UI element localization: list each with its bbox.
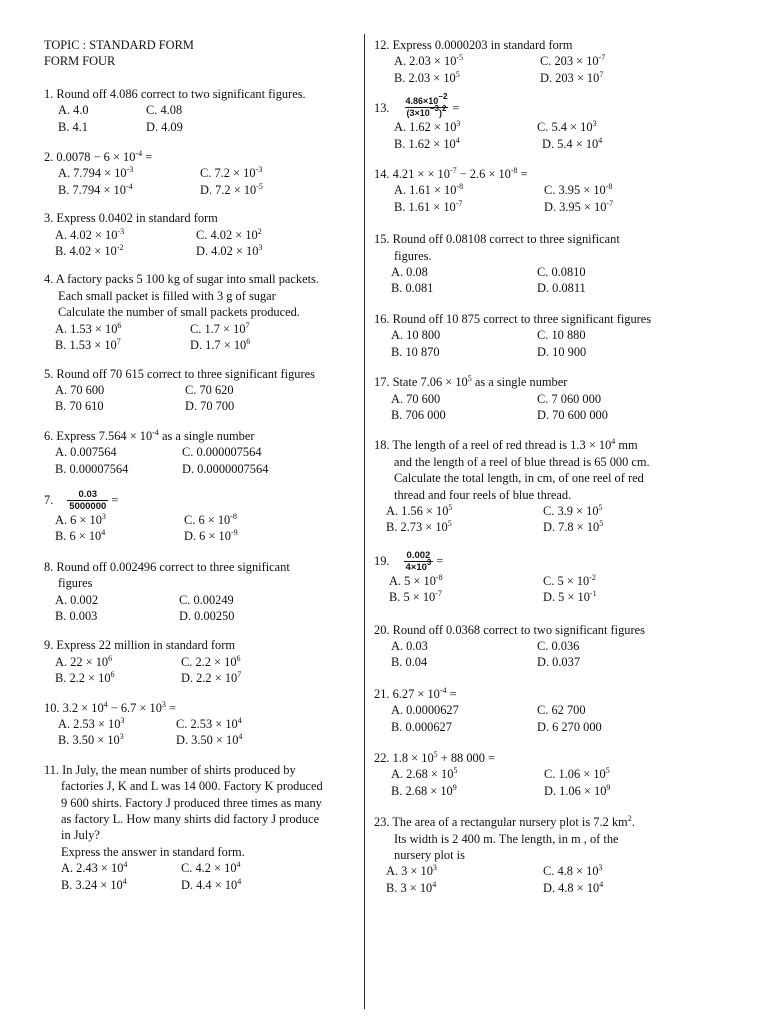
question-stem: 15. Round off 0.08108 correct to three significant (374, 232, 620, 247)
option-a: A. 0.08 (391, 265, 428, 280)
option-c: C. $203 \times 10^{-7}$ (540, 53, 606, 69)
question-stem: as factory L. How many shirts did factory J produce (61, 812, 320, 827)
question-8 (44, 559, 356, 625)
option-d: D. $4.4 \times 10^4$ (181, 876, 242, 892)
form-level: FORM FOUR (44, 54, 116, 69)
right-column (374, 37, 726, 896)
option-b: B. 10 870 (391, 344, 440, 359)
option-d: D. 0.00250 (179, 608, 235, 623)
option-c: C. 70 620 (185, 382, 234, 397)
option-d: D. $203 \times 10^7$ (540, 69, 604, 85)
question-stem: figures (58, 576, 93, 591)
option-b: B. $4.02 \times 10^{-2}$ (55, 243, 124, 259)
question-21 (374, 686, 726, 735)
question-1 (44, 86, 356, 135)
question-stem: 23. The area of a rectangular nursery plot is 7.2 $km^2$. (374, 814, 635, 830)
option-c: C. $1.7 \times 10^7$ (190, 320, 250, 336)
option-b: B. $1.53 \times 10^7$ (55, 337, 121, 353)
option-b: B. $5 \times 10^{-7}$ (389, 589, 442, 605)
question-10 (44, 700, 356, 749)
option-a: A. $7.794 \times 10^{-3}$ (58, 165, 134, 181)
question-3 (44, 210, 356, 259)
question-20 (374, 622, 726, 671)
option-d: D. 4.09 (146, 119, 183, 134)
question-2 (44, 149, 356, 198)
question-stem: thread and four reels of blue thread. (394, 487, 572, 502)
option-b: B. 0.000627 (391, 719, 452, 734)
column-divider (364, 34, 365, 1009)
option-c: C. $2.2 \times 10^6$ (181, 653, 241, 669)
option-c: C. $3.9 \times 10^5$ (543, 502, 603, 518)
question-23 (374, 814, 726, 896)
option-b: B. $2.73 \times 10^5$ (386, 519, 452, 535)
option-c: C. $4.2 \times 10^4$ (181, 860, 241, 876)
question-stem: 6. Express $7.564 \times 10^{-4}$ as a single number (44, 427, 255, 443)
fraction: $\frac{4.86\times 10^{-2}}{(3\times 10^{-3})^2}$ (405, 92, 448, 119)
question-stem: 2. $0.0078 - 6 \times 10^{-4}$ = (44, 149, 153, 165)
option-b: B. 4.1 (58, 119, 88, 134)
question-stem: figures. (394, 248, 432, 263)
option-a: A. $5 \times 10^{-8}$ (389, 572, 443, 588)
option-d: D. $1.06 \times 10^9$ (544, 782, 611, 798)
option-d: D. $2.2 \times 10^7$ (181, 670, 242, 686)
question-4 (44, 271, 356, 353)
option-b: B. 0.04 (391, 655, 428, 670)
question-9 (44, 637, 356, 686)
question-19 (374, 550, 726, 606)
option-d: D. 0.0000007564 (182, 461, 269, 476)
option-d: D. $4.02 \times 10^3$ (196, 243, 263, 259)
option-c: C. $6 \times 10^{-8}$ (184, 511, 237, 527)
question-stem: 5. Round off 70 615 correct to three significant figures (44, 366, 315, 381)
option-c: C. $4.8 \times 10^3$ (543, 863, 603, 879)
option-a: A. 4.0 (58, 103, 89, 118)
option-b: B. 0.003 (55, 608, 98, 623)
option-a: A. $1.61 \times 10^{-8}$ (394, 182, 464, 198)
option-b: B. $3 \times 10^4$ (386, 879, 437, 895)
question-22 (374, 750, 726, 799)
question-stem: 21. $6.27 \times 10^{-4}$ = (374, 685, 457, 701)
question-stem: nursery plot is (394, 848, 465, 863)
option-b: B. $3.50 \times 10^3$ (58, 732, 124, 748)
question-15 (374, 231, 726, 297)
option-a: A. $2.53 \times 10^3$ (58, 716, 125, 731)
option-a: A. 0.03 (391, 638, 428, 653)
option-a: A. $2.03 \times 10^{-5}$ (394, 53, 464, 69)
topic-title: TOPIC : STANDARD FORM (44, 38, 194, 52)
option-b: B. 0.081 (391, 281, 434, 296)
option-d: D. 10 900 (537, 344, 587, 359)
question-stem: 19. $\frac{0.002}{4\times 10^3}$ = (374, 549, 444, 573)
question-stem: 1. Round off 4.086 correct to two significant figures. (44, 86, 306, 101)
question-18 (374, 437, 726, 535)
question-stem: 4. A factory packs 5 100 kg of sugar into small packets. (44, 272, 319, 287)
question-stem: Calculate the number of small packets produced. (58, 305, 300, 320)
option-d: D. $7.8 \times 10^5$ (543, 519, 604, 535)
fraction: $\frac{0.002}{4\times 10^3}$ (405, 549, 432, 573)
question-stem: 22. $1.8 \times 10^5 + 88$ 000 = (374, 750, 495, 765)
question-13 (374, 92, 726, 152)
option-a: A. 0.0000627 (391, 703, 459, 718)
question-stem: 10. $3.2 \times 10^4 - 6.7 \times 10^3$ = (44, 699, 176, 715)
option-b: B. 706 000 (391, 407, 446, 422)
option-c: C. $5 \times 10^{-2}$ (543, 572, 596, 588)
question-5 (44, 366, 356, 415)
question-stem: 3. Express 0.0402 in standard form (44, 211, 218, 226)
option-c: C. $1.06 \times 10^5$ (544, 766, 610, 782)
option-c: C. 0.036 (537, 638, 580, 653)
question-12 (374, 37, 726, 86)
option-c: C. $4.02 \times 10^2$ (196, 226, 262, 242)
question-14 (374, 166, 726, 215)
option-c: C. $2.53 \times 10^4$ (176, 716, 242, 731)
option-a: A. $2.68 \times 10^5$ (391, 766, 458, 782)
option-a: A. 70 600 (55, 382, 105, 397)
option-c: C. $3.95 \times 10^{-8}$ (544, 182, 613, 198)
question-6 (44, 428, 356, 477)
left-column (44, 37, 356, 893)
option-a: A. $6 \times 10^3$ (55, 511, 106, 527)
option-a: A. 0.007564 (55, 445, 117, 460)
question-stem: 20. Round off 0.0368 correct to two significant figures (374, 622, 645, 637)
question-stem: 7. $\frac{0.03}{5000000}$ = (44, 488, 119, 512)
option-a: A. $22 \times 10^6$ (55, 653, 113, 669)
option-a: A. 10 800 (391, 328, 441, 343)
question-stem: 9 600 shirts. Factory J produced three times as many (61, 795, 322, 810)
question-16 (374, 311, 726, 360)
option-c: C. 10 880 (537, 328, 586, 343)
question-7 (44, 489, 356, 545)
option-d: D. 70 600 000 (537, 407, 608, 422)
option-d: D. $4.8 \times 10^4$ (543, 879, 604, 895)
question-stem: and the length of a reel of blue thread is 65 000 cm. (394, 454, 650, 469)
question-11 (44, 762, 356, 893)
option-b: B. $3.24 \times 10^4$ (61, 876, 127, 892)
option-d: D. 0.037 (537, 655, 581, 670)
option-b: B. 70 610 (55, 399, 104, 414)
question-stem: 17. State $7.06 \times 10^5$ as a single number (374, 374, 568, 390)
question-stem: 16. Round off 10 875 correct to three significant figures (374, 311, 652, 326)
option-c: C. 62 700 (537, 703, 586, 718)
question-stem: factories J, K and L was 14 000. Factory K produced (61, 779, 323, 794)
question-stem: 8. Round off 0.002496 correct to three significant (44, 559, 290, 574)
fraction: $\frac{0.03}{5000000}$ (69, 488, 107, 512)
option-d: D. $5 \times 10^{-1}$ (543, 589, 597, 605)
option-d: D. $3.95 \times 10^{-7}$ (544, 198, 614, 214)
option-b: B. $2.68 \times 10^9$ (391, 782, 457, 798)
option-c: C. $5.4 \times 10^3$ (537, 119, 597, 135)
question-stem: Express the answer in standard form. (61, 844, 245, 859)
question-stem: 9. Express 22 million in standard form (44, 638, 235, 653)
question-stem: Its width is 2 400 m. The length, in m , of the (394, 831, 619, 846)
option-d: D. 6 270 000 (537, 719, 602, 734)
option-a: A. 70 600 (391, 391, 441, 406)
option-c: C. 0.00249 (179, 592, 234, 607)
option-b: B. $2.2 \times 10^6$ (55, 670, 115, 686)
option-c: C. 0.0810 (537, 265, 586, 280)
option-b: B. $1.61 \times 10^{-7}$ (394, 198, 463, 214)
option-c: C. 7 060 000 (537, 391, 602, 406)
question-stem: 12. Express 0.0000203 in standard form (374, 38, 573, 52)
question-stem: Calculate the total length, in cm, of one reel of red (394, 471, 644, 486)
option-c: C. 4.08 (146, 103, 183, 118)
question-stem: 13. $\frac{4.86\times 10^{-2}}{(3\times 10^{-3})^2}$ = (374, 92, 460, 119)
question-17 (374, 374, 726, 423)
option-a: A. $1.56 \times 10^5$ (386, 502, 453, 518)
option-d: D. $6 \times 10^{-9}$ (184, 528, 238, 544)
option-b: B. $1.62 \times 10^4$ (394, 135, 460, 151)
question-stem: 18. The length of a reel of red thread is $1.3 \times 10^4$ mm (374, 437, 638, 453)
question-stem: Each small packet is filled with 3 g of sugar (58, 288, 276, 303)
option-a: A. $1.62 \times 10^3$ (394, 119, 461, 135)
option-d: D. 70 700 (185, 399, 235, 414)
option-d: D. $7.2 \times 10^{-5}$ (200, 181, 263, 197)
option-a: A. $1.53 \times 10^6$ (55, 320, 122, 336)
option-a: A. $4.02 \times 10^{-3}$ (55, 226, 125, 242)
option-d: D. 0.0811 (537, 281, 586, 296)
option-b: B. $2.03 \times 10^5$ (394, 69, 460, 85)
option-a: A. $2.43 \times 10^4$ (61, 860, 128, 876)
option-c: C. 0.000007564 (182, 445, 262, 460)
option-b: B. 0.00007564 (55, 461, 129, 476)
question-stem: 11. In July, the mean number of shirts produced by (44, 762, 296, 777)
question-stem: 14. 4.21 × × $10^{-7} - 2.6 \times 10^{-8}$ = (374, 166, 528, 182)
option-d: D. $5.4 \times 10^4$ (542, 135, 603, 151)
option-b: B. $6 \times 10^4$ (55, 528, 106, 544)
question-stem: in July? (61, 828, 100, 843)
option-d: D. $1.7 \times 10^6$ (190, 337, 251, 353)
option-d: D. $3.50 \times 10^4$ (176, 732, 243, 748)
option-b: B. $7.794 \times 10^{-4}$ (58, 181, 133, 197)
option-c: C. $7.2 \times 10^{-3}$ (200, 165, 263, 181)
option-a: A. 0.002 (55, 592, 99, 607)
worksheet-header (44, 37, 356, 70)
option-a: A. $3 \times 10^3$ (386, 863, 437, 879)
